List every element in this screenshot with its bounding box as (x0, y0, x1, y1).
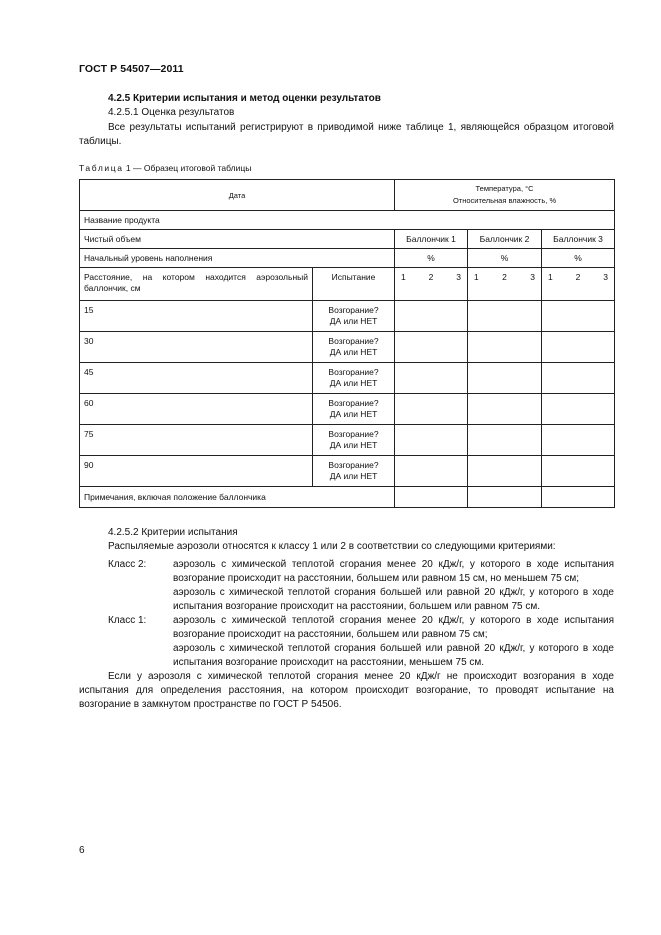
table-row-distance (80, 363, 615, 394)
test-question-line: Возгорание? (328, 429, 379, 439)
table-row-distance (80, 394, 615, 425)
can-3-trials (542, 268, 615, 301)
table-caption (79, 163, 251, 173)
distance-header: Расстояние, на котором находится аэрозольный баллончик, см (80, 268, 313, 301)
humidity-label: Относительная влажность, % (452, 196, 557, 205)
class-2-label: Класс 2: (108, 559, 147, 570)
test-answer-options: ДА или НЕТ (329, 347, 378, 357)
result-cell (542, 487, 615, 508)
result-cell (395, 301, 468, 332)
class-2-criterion-a: аэрозоль с химической теплотой сгорания менее 20 кДж/г, у которого в ходе испытания возгорание происходит на расстоянии, большем или равном 15 см, но меньшем 75 см; (173, 559, 614, 584)
can-1-header: Баллончик 1 (395, 230, 468, 249)
result-cell (468, 487, 542, 508)
distance-value: 30 (80, 332, 313, 363)
result-cell (395, 363, 468, 394)
test-question (313, 363, 395, 394)
table-row-distance (80, 332, 615, 363)
fill-percent-1: % (395, 249, 468, 268)
result-cell (468, 456, 542, 487)
trial-number: 2 (502, 272, 507, 282)
test-question-line: Возгорание? (328, 305, 379, 315)
date-cell: Дата (80, 180, 395, 211)
product-name-cell: Название продукта (80, 211, 615, 230)
table-row-date (80, 180, 615, 211)
can-2-trials (468, 268, 542, 301)
test-question-line: Возгорание? (328, 398, 379, 408)
table-row-distance (80, 425, 615, 456)
final-paragraph: Если у аэрозоля с химической теплотой сгорания менее 20 кДж/г не происходит возгорания в ходе испытания для определения расстояния, на котором происходит возгорание, то проводят испытание на возгорание в замкнутом пространстве по ГОСТ Р 54506. (79, 671, 614, 710)
fill-level-cell: Начальный уровень наполнения (80, 249, 395, 268)
test-question (313, 456, 395, 487)
section-title: 4.2.5 Критерии испытания и метод оценки результатов (108, 93, 381, 104)
test-question-line: Возгорание? (328, 336, 379, 346)
distance-value: 90 (80, 456, 313, 487)
test-question (313, 301, 395, 332)
result-cell (395, 425, 468, 456)
test-question (313, 394, 395, 425)
table-row-column-headers (80, 268, 615, 301)
trial-number: 2 (428, 272, 434, 282)
trial-number: 1 (401, 272, 406, 282)
criteria-title: 4.2.5.2 Критерии испытания (108, 527, 238, 538)
test-answer-options: ДА или НЕТ (329, 316, 378, 326)
trial-number: 3 (530, 272, 535, 282)
table-row-volume (80, 230, 615, 249)
conditions-cell (395, 180, 615, 211)
result-cell (395, 456, 468, 487)
result-cell (542, 332, 615, 363)
result-cell (542, 363, 615, 394)
result-cell (468, 394, 542, 425)
test-question (313, 425, 395, 456)
result-cell (542, 456, 615, 487)
can-3-header: Баллончик 3 (542, 230, 615, 249)
test-answer-options: ДА или НЕТ (329, 378, 378, 388)
subsection-text: Все результаты испытаний регистрируют в приводимой ниже таблице 1, являющейся образцом итоговой таблицы. (79, 122, 614, 147)
criteria-intro: Распыляемые аэрозоли относятся к классу 1 или 2 в соответствии со следующими критериями: (108, 541, 556, 552)
distance-value: 15 (80, 301, 313, 332)
table-caption-label: Таблица (79, 163, 124, 173)
result-cell (542, 425, 615, 456)
can-2-header: Баллончик 2 (468, 230, 542, 249)
fill-percent-3: % (542, 249, 615, 268)
trial-number: 1 (548, 272, 553, 282)
test-question (313, 332, 395, 363)
table-row-distance (80, 456, 615, 487)
net-volume-cell: Чистый объем (80, 230, 395, 249)
test-answer-options: ДА или НЕТ (329, 440, 378, 450)
results-table (79, 179, 615, 508)
class-2-criterion-b: аэрозоль с химической теплотой сгорания большей или равной 20 кДж/г, у которого в ходе испытания возгорание происходит на расстоянии, большем или равном 75 см. (173, 587, 614, 612)
test-answer-options: ДА или НЕТ (329, 471, 378, 481)
test-header: Испытание (313, 268, 395, 301)
fill-percent-2: % (468, 249, 542, 268)
class-1-criterion-b: аэрозоль с химической теплотой сгорания большей или равной 20 кДж/г, у которого в ходе испытания возгорание происходит на расстоянии, меньшем 75 см. (173, 643, 614, 668)
result-cell (468, 425, 542, 456)
temperature-label: Температура, °С (475, 184, 534, 193)
trial-number: 2 (575, 272, 581, 282)
can-1-trials (395, 268, 468, 301)
trial-number: 3 (603, 272, 609, 282)
distance-value: 75 (80, 425, 313, 456)
distance-value: 45 (80, 363, 313, 394)
result-cell (468, 332, 542, 363)
result-cell (468, 363, 542, 394)
result-cell (395, 394, 468, 425)
trial-number: 1 (474, 272, 479, 282)
table-row-product (80, 211, 615, 230)
table-caption-text: 1 — Образец итоговой таблицы (125, 163, 252, 173)
result-cell (468, 301, 542, 332)
test-question-line: Возгорание? (328, 367, 379, 377)
table-row-distance (80, 301, 615, 332)
document-header: ГОСТ Р 54507—2011 (79, 63, 184, 75)
page-number: 6 (79, 845, 85, 856)
notes-cell: Примечания, включая положение баллончика (80, 487, 395, 508)
result-cell (542, 394, 615, 425)
distance-value: 60 (80, 394, 313, 425)
subsection-title: 4.2.5.1 Оценка результатов (108, 107, 235, 118)
result-cell (395, 487, 468, 508)
result-cell (542, 301, 615, 332)
table-row-fill-level (80, 249, 615, 268)
trial-number: 3 (456, 272, 461, 282)
test-question-line: Возгорание? (328, 460, 379, 470)
table-row-notes (80, 487, 615, 508)
test-answer-options: ДА или НЕТ (329, 409, 378, 419)
result-cell (395, 332, 468, 363)
class-1-label: Класс 1: (108, 615, 147, 626)
class-1-criterion-a: аэрозоль с химической теплотой сгорания менее 20 кДж/г, у которого в ходе испытания возгорание происходит на расстоянии, большем или равном 75 см; (173, 615, 614, 640)
